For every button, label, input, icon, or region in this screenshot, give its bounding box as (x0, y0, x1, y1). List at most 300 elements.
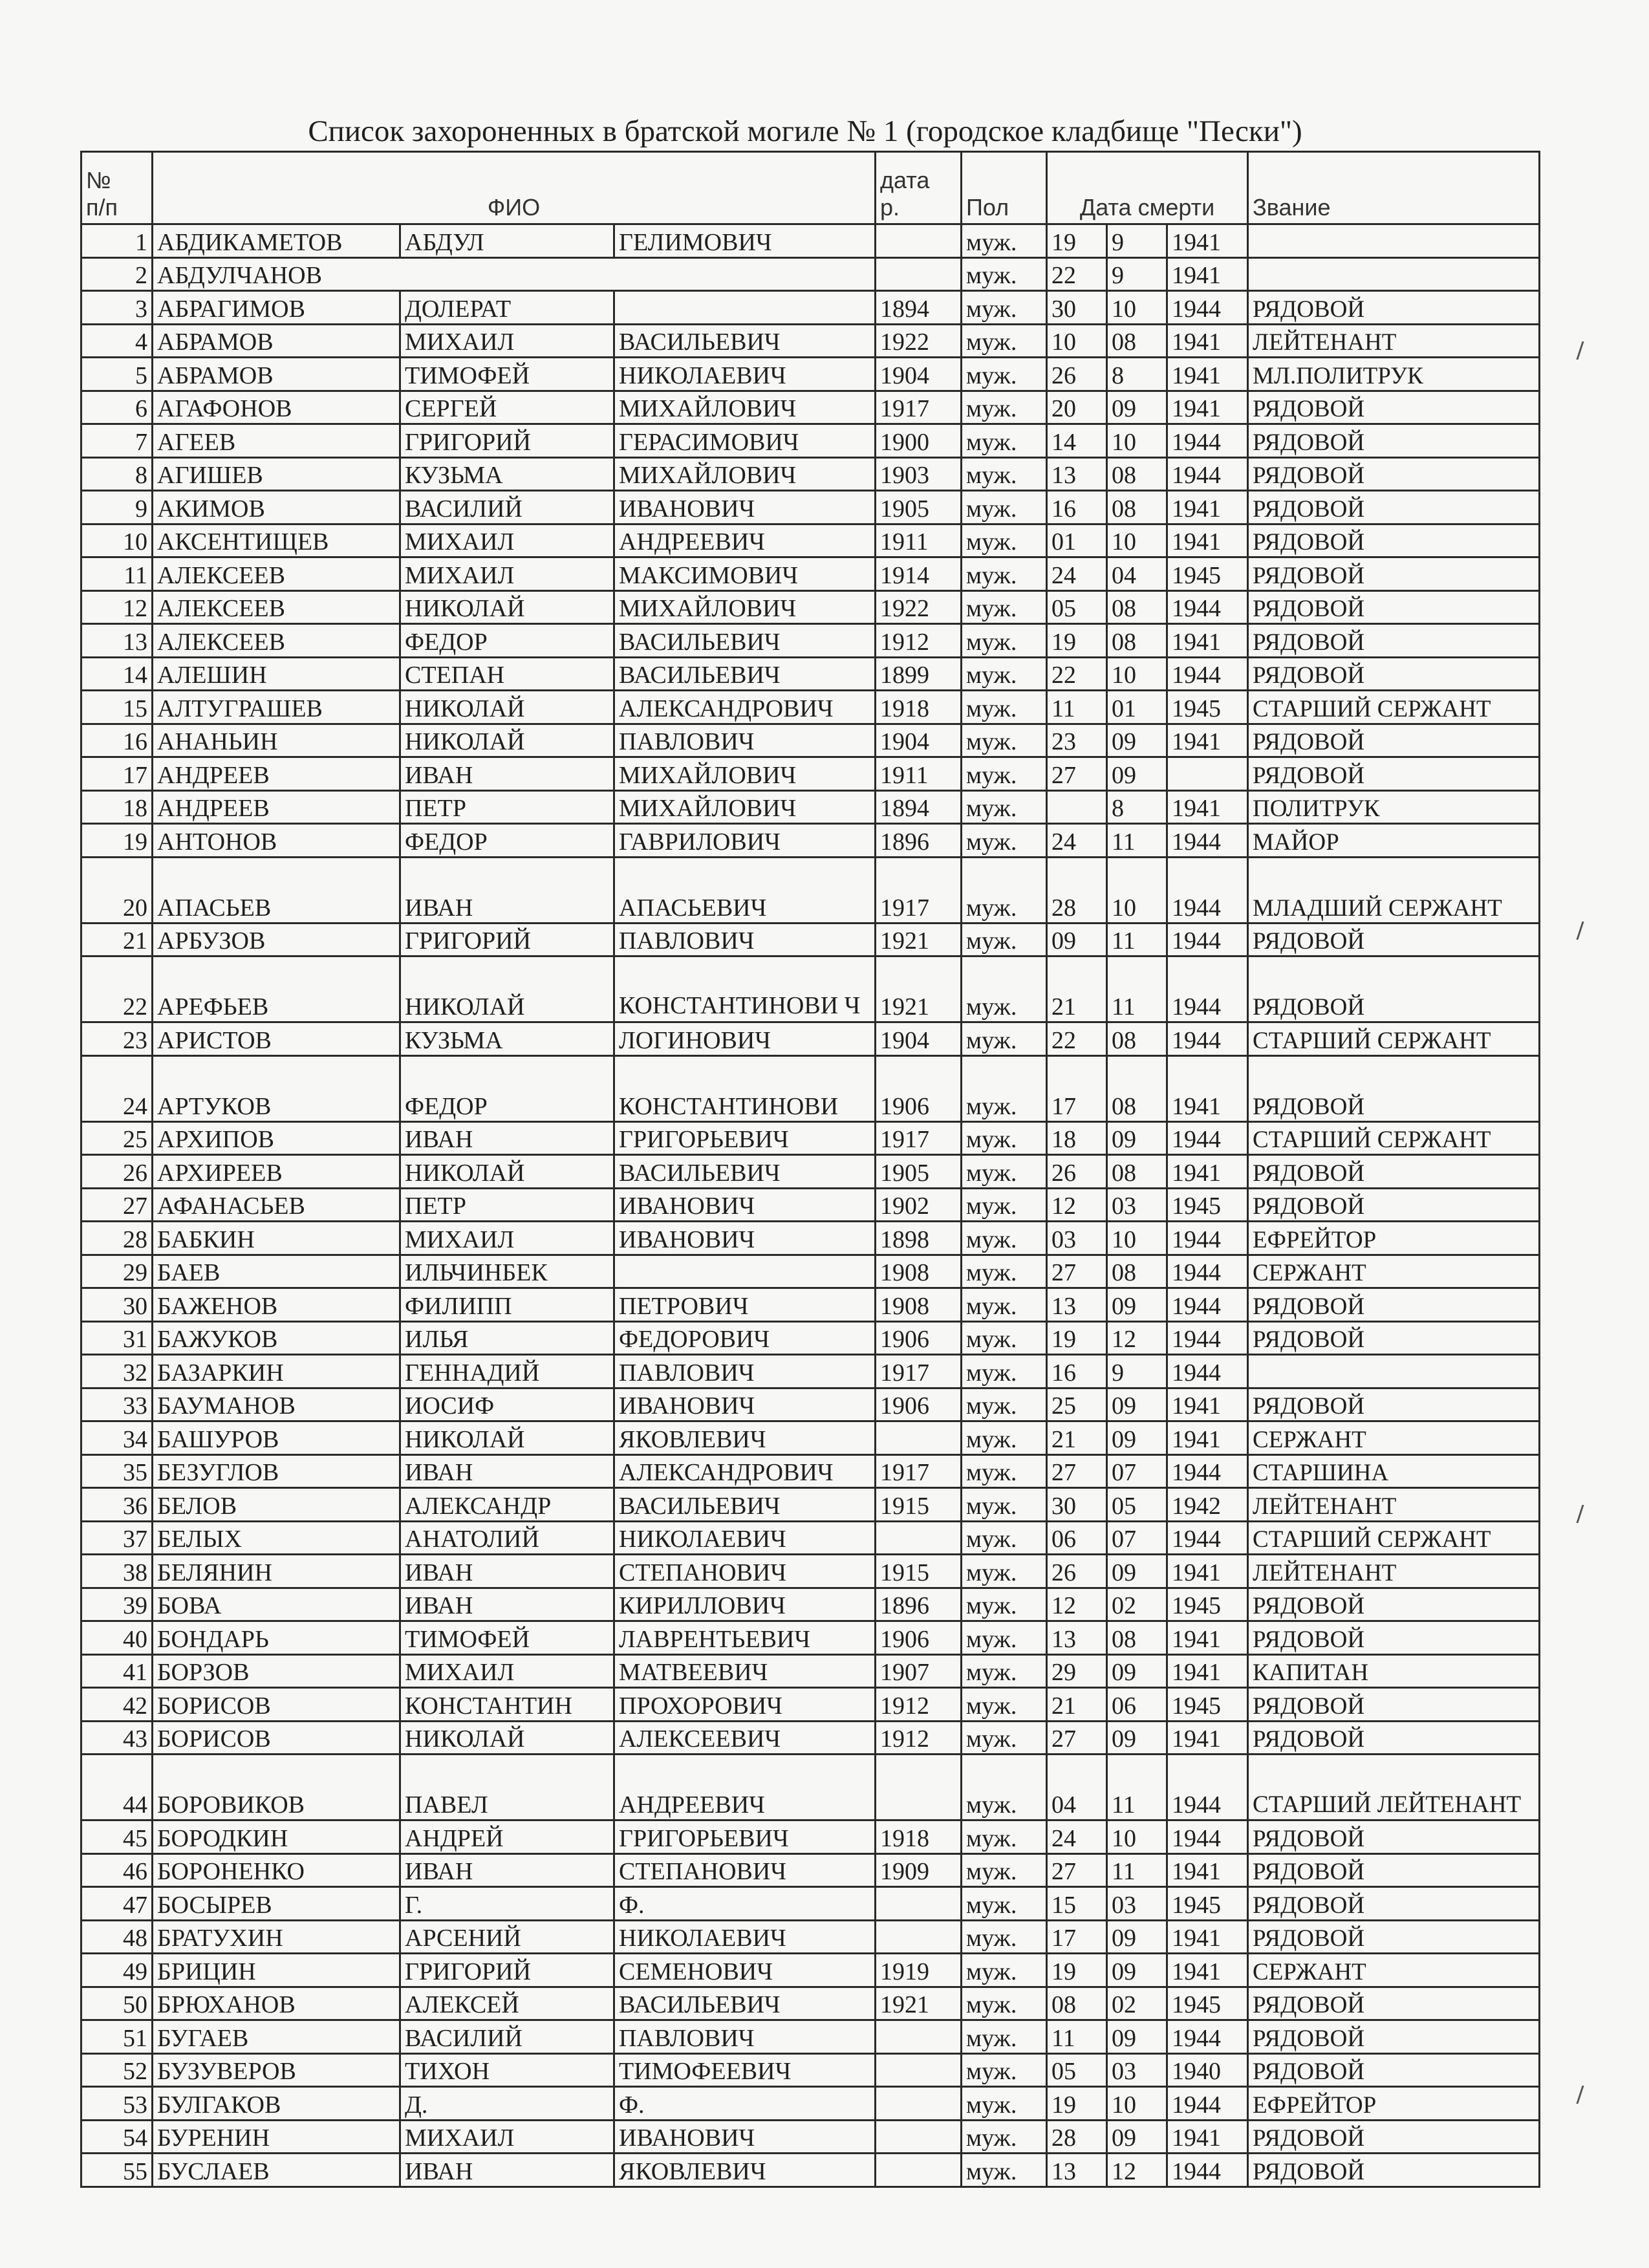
cell-sex: муж. (962, 857, 1047, 923)
cell-birth-year: 1921 (876, 956, 962, 1022)
cell-death-month: 9 (1107, 257, 1167, 291)
cell-first-name: СТЕПАН (400, 657, 614, 691)
cell-patronymic: ФЕДОРОВИЧ (614, 1321, 876, 1355)
cell-death-month: 01 (1107, 691, 1167, 724)
cell-number: 48 (81, 1920, 153, 1954)
cell-birth-year (876, 2020, 962, 2054)
cell-death-month: 09 (1107, 1920, 1167, 1954)
cell-surname: БРИЦИН (153, 1954, 400, 1987)
cell-death-day: 19 (1047, 624, 1107, 658)
table-row (81, 291, 1540, 325)
cell-death-year: 1945 (1167, 1188, 1248, 1222)
cell-death-year: 1945 (1167, 1688, 1248, 1722)
cell-death-month: 09 (1107, 1421, 1167, 1455)
table-body (81, 224, 1540, 2187)
cell-surname: БОРИСОВ (153, 1721, 400, 1755)
cell-death-day: 27 (1047, 1255, 1107, 1288)
cell-death-year: 1941 (1167, 1721, 1248, 1755)
cell-death-month: 09 (1107, 757, 1167, 791)
cell-death-day: 22 (1047, 257, 1107, 291)
cell-death-day: 19 (1047, 224, 1107, 258)
cell-death-month: 06 (1107, 1688, 1167, 1722)
cell-death-month: 09 (1107, 1654, 1167, 1688)
cell-patronymic: ВАСИЛЬЕВИЧ (614, 1987, 876, 2020)
table-row (81, 624, 1540, 658)
cell-death-day: 16 (1047, 1355, 1107, 1388)
cell-death-day: 10 (1047, 324, 1107, 358)
cell-patronymic: ТИМОФЕЕВИЧ (614, 2053, 876, 2087)
cell-death-day: 06 (1047, 1521, 1107, 1555)
cell-surname: АГАФОНОВ (153, 391, 400, 424)
cell-death-day: 19 (1047, 2087, 1107, 2121)
cell-death-month: 09 (1107, 1388, 1167, 1421)
cell-birth-year: 1896 (876, 1588, 962, 1621)
cell-patronymic: НИКОЛАЕВИЧ (614, 1920, 876, 1954)
table-row (81, 2087, 1540, 2121)
cell-patronymic: АЛЕКСАНДРОВИЧ (614, 1454, 876, 1488)
cell-first-name: ФИЛИПП (400, 1288, 614, 1322)
cell-death-day: 22 (1047, 1022, 1107, 1056)
cell-number: 6 (81, 391, 153, 424)
cell-surname: БАБКИН (153, 1222, 400, 1255)
cell-surname: БАЕВ (153, 1255, 400, 1288)
table-row (81, 324, 1540, 358)
cell-death-year: 1941 (1167, 324, 1248, 358)
cell-death-day: 27 (1047, 1454, 1107, 1488)
cell-rank: РЯДОВОЙ (1248, 590, 1540, 624)
cell-birth-year: 1908 (876, 1288, 962, 1322)
cell-rank: СТАРШИЙ СЕРЖАНТ (1248, 1022, 1540, 1056)
cell-first-name: МИХАИЛ (400, 1654, 614, 1688)
table-row (81, 824, 1540, 858)
cell-patronymic: ИВАНОВИЧ (614, 1388, 876, 1421)
cell-birth-year: 1915 (876, 1555, 962, 1588)
cell-surname: БАЖУКОВ (153, 1321, 400, 1355)
cell-birth-year: 1919 (876, 1954, 962, 1987)
table-row (81, 657, 1540, 691)
cell-rank: РЯДОВОЙ (1248, 524, 1540, 557)
table-row (81, 724, 1540, 757)
table-row (81, 391, 1540, 424)
cell-death-month: 8 (1107, 790, 1167, 824)
cell-death-year: 1944 (1167, 291, 1248, 325)
cell-birth-year: 1909 (876, 1853, 962, 1887)
cell-surname: АЛЕКСЕЕВ (153, 624, 400, 658)
table-row (81, 557, 1540, 591)
cell-patronymic (614, 1255, 876, 1288)
cell-death-day: 25 (1047, 1388, 1107, 1421)
cell-death-year: 1945 (1167, 1588, 1248, 1621)
cell-patronymic: ВАСИЛЬЕВИЧ (614, 657, 876, 691)
cell-first-name: ИВАН (400, 1555, 614, 1588)
cell-sex: муж. (962, 1355, 1047, 1388)
cell-first-name: ИВАН (400, 2154, 614, 2187)
cell-surname: БАУМАНОВ (153, 1388, 400, 1421)
cell-death-month: 10 (1107, 524, 1167, 557)
cell-first-name: ГРИГОРИЙ (400, 923, 614, 956)
cell-rank: РЯДОВОЙ (1248, 1055, 1540, 1121)
cell-sex: муж. (962, 624, 1047, 658)
cell-birth-year: 1922 (876, 590, 962, 624)
cell-first-name: ИВАН (400, 857, 614, 923)
cell-death-year: 1941 (1167, 1388, 1248, 1421)
cell-death-day: 22 (1047, 657, 1107, 691)
cell-first-name: ФЕДОР (400, 1055, 614, 1121)
cell-first-name: МИХАИЛ (400, 524, 614, 557)
cell-surname: АЛТУГРАШЕВ (153, 691, 400, 724)
table-row (81, 1055, 1540, 1121)
cell-death-day: 13 (1047, 1288, 1107, 1322)
cell-death-day: 12 (1047, 1188, 1107, 1222)
cell-first-name: АЛЕКСАНДР (400, 1488, 614, 1522)
cell-rank: РЯДОВОЙ (1248, 1721, 1540, 1755)
cell-death-month: 08 (1107, 1055, 1167, 1121)
cell-death-year: 1944 (1167, 2087, 1248, 2121)
cell-patronymic: ВАСИЛЬЕВИЧ (614, 1488, 876, 1522)
cell-rank: ЛЕЙТЕНАНТ (1248, 1555, 1540, 1588)
cell-death-day: 05 (1047, 590, 1107, 624)
cell-surname: АРИСТОВ (153, 1022, 400, 1056)
cell-death-year: 1941 (1167, 2120, 1248, 2154)
cell-birth-year: 1911 (876, 524, 962, 557)
cell-birth-year: 1894 (876, 291, 962, 325)
cell-death-year: 1944 (1167, 457, 1248, 491)
cell-rank: РЯДОВОЙ (1248, 557, 1540, 591)
cell-sex: муж. (962, 2120, 1047, 2154)
table-row (81, 1755, 1540, 1820)
cell-number: 33 (81, 1388, 153, 1421)
cell-first-name: ТИМОФЕЙ (400, 1621, 614, 1655)
cell-death-day: 04 (1047, 1755, 1107, 1820)
cell-death-year: 1944 (1167, 956, 1248, 1022)
cell-rank: СТАРШИЙ ЛЕЙТЕНАНТ (1248, 1755, 1540, 1820)
cell-death-day: 17 (1047, 1055, 1107, 1121)
table-row (81, 1022, 1540, 1056)
cell-number: 14 (81, 657, 153, 691)
cell-death-day: 08 (1047, 1987, 1107, 2020)
cell-first-name: МИХАИЛ (400, 557, 614, 591)
cell-first-name: ТИМОФЕЙ (400, 358, 614, 391)
header-rank: Звание (1248, 152, 1540, 224)
cell-death-day: 21 (1047, 1421, 1107, 1455)
cell-birth-year: 1912 (876, 1688, 962, 1722)
cell-first-name: ГРИГОРИЙ (400, 1954, 614, 1987)
cell-rank: МЛ.ПОЛИТРУК (1248, 358, 1540, 391)
cell-number: 21 (81, 923, 153, 956)
cell-death-day: 05 (1047, 2053, 1107, 2087)
cell-first-name: АРСЕНИЙ (400, 1920, 614, 1954)
cell-birth-year: 1905 (876, 491, 962, 524)
cell-surname: БОРОВИКОВ (153, 1755, 400, 1820)
cell-rank: СЕРЖАНТ (1248, 1954, 1540, 1987)
cell-rank: СТАРШИЙ СЕРЖАНТ (1248, 691, 1540, 724)
cell-sex: муж. (962, 424, 1047, 458)
cell-birth-year: 1917 (876, 857, 962, 923)
cell-death-day: 19 (1047, 1954, 1107, 1987)
cell-patronymic: ИВАНОВИЧ (614, 1222, 876, 1255)
cell-sex: муж. (962, 1521, 1047, 1555)
cell-sex: муж. (962, 1755, 1047, 1820)
cell-patronymic: ЯКОВЛЕВИЧ (614, 2154, 876, 2187)
cell-death-month: 08 (1107, 1255, 1167, 1288)
cell-death-month: 09 (1107, 1121, 1167, 1155)
cell-surname: АЛЕШИН (153, 657, 400, 691)
cell-birth-year: 1898 (876, 1222, 962, 1255)
cell-sex: муж. (962, 1155, 1047, 1189)
cell-birth-year: 1911 (876, 757, 962, 791)
cell-first-name: АНАТОЛИЙ (400, 1521, 614, 1555)
header-birth-top: дата (880, 167, 930, 194)
cell-number: 36 (81, 1488, 153, 1522)
table-row (81, 491, 1540, 524)
cell-patronymic: ГЕЛИМОВИЧ (614, 224, 876, 258)
cell-surname: БУГАЕВ (153, 2020, 400, 2054)
table-row (81, 224, 1540, 258)
table-row (81, 1255, 1540, 1288)
cell-number: 46 (81, 1853, 153, 1887)
cell-first-name: Г. (400, 1887, 614, 1921)
cell-death-day: 11 (1047, 691, 1107, 724)
cell-number: 42 (81, 1688, 153, 1722)
cell-patronymic: АПАСЬЕВИЧ (614, 857, 876, 923)
cell-rank: СТАРШИЙ СЕРЖАНТ (1248, 1521, 1540, 1555)
cell-rank: СЕРЖАНТ (1248, 1255, 1540, 1288)
cell-rank: РЯДОВОЙ (1248, 1987, 1540, 2020)
cell-sex: муж. (962, 1853, 1047, 1887)
table-row (81, 1188, 1540, 1222)
cell-surname: АРХИПОВ (153, 1121, 400, 1155)
cell-birth-year: 1912 (876, 624, 962, 658)
cell-death-day: 27 (1047, 1721, 1107, 1755)
cell-death-year: 1941 (1167, 1421, 1248, 1455)
cell-surname: АГЕЕВ (153, 424, 400, 458)
cell-first-name: КУЗЬМА (400, 1022, 614, 1056)
cell-death-month: 10 (1107, 857, 1167, 923)
cell-death-year: 1941 (1167, 1155, 1248, 1189)
cell-death-year: 1941 (1167, 257, 1248, 291)
cell-rank: РЯДОВОЙ (1248, 1920, 1540, 1954)
cell-patronymic: МИХАЙЛОВИЧ (614, 391, 876, 424)
cell-sex: муж. (962, 257, 1047, 291)
cell-sex: муж. (962, 790, 1047, 824)
cell-death-month: 07 (1107, 1454, 1167, 1488)
cell-birth-year: 1906 (876, 1388, 962, 1421)
table-row (81, 857, 1540, 923)
cell-patronymic: Ф. (614, 1887, 876, 1921)
cell-first-name: Д. (400, 2087, 614, 2121)
table-row (81, 790, 1540, 824)
cell-number: 55 (81, 2154, 153, 2187)
cell-death-month: 08 (1107, 590, 1167, 624)
cell-death-year: 1941 (1167, 1555, 1248, 1588)
cell-patronymic: КОНСТАНТИНОВИ Ч (614, 956, 876, 1022)
cell-surname: АЛЕКСЕЕВ (153, 557, 400, 591)
cell-surname: БОРИСОВ (153, 1688, 400, 1722)
cell-patronymic: НИКОЛАЕВИЧ (614, 358, 876, 391)
cell-number: 20 (81, 857, 153, 923)
cell-death-year: 1944 (1167, 657, 1248, 691)
table-row (81, 1688, 1540, 1722)
cell-patronymic: ЯКОВЛЕВИЧ (614, 1421, 876, 1455)
cell-sex: муж. (962, 1421, 1047, 1455)
cell-birth-year: 1922 (876, 324, 962, 358)
cell-surname: БЕЛЫХ (153, 1521, 400, 1555)
cell-number: 44 (81, 1755, 153, 1820)
cell-first-name: СЕРГЕЙ (400, 391, 614, 424)
table-row (81, 1355, 1540, 1388)
cell-birth-year: 1904 (876, 1022, 962, 1056)
cell-death-day: 15 (1047, 1887, 1107, 1921)
cell-patronymic: НИКОЛАЕВИЧ (614, 1521, 876, 1555)
header-row (81, 152, 1540, 224)
cell-surname: БОРОДКИН (153, 1820, 400, 1854)
cell-death-day: 24 (1047, 557, 1107, 591)
cell-surname: АБРАМОВ (153, 324, 400, 358)
cell-death-day: 12 (1047, 1588, 1107, 1621)
cell-death-year: 1941 (1167, 624, 1248, 658)
cell-surname: БУЛГАКОВ (153, 2087, 400, 2121)
cell-patronymic: ГЕРАСИМОВИЧ (614, 424, 876, 458)
cell-death-month: 11 (1107, 824, 1167, 858)
cell-death-day: 27 (1047, 1853, 1107, 1887)
cell-death-month: 08 (1107, 1155, 1167, 1189)
cell-sex: муж. (962, 524, 1047, 557)
cell-first-name: ПЕТР (400, 1188, 614, 1222)
cell-number: 47 (81, 1887, 153, 1921)
cell-death-year: 1940 (1167, 2053, 1248, 2087)
cell-surname: АКСЕНТИЩЕВ (153, 524, 400, 557)
cell-death-month: 8 (1107, 358, 1167, 391)
cell-number: 9 (81, 491, 153, 524)
cell-birth-year: 1899 (876, 657, 962, 691)
cell-sex: муж. (962, 1321, 1047, 1355)
cell-death-day: 16 (1047, 491, 1107, 524)
cell-death-month: 9 (1107, 224, 1167, 258)
cell-birth-year: 1917 (876, 391, 962, 424)
cell-surname: БУСЛАЕВ (153, 2154, 400, 2187)
cell-death-month: 08 (1107, 1621, 1167, 1655)
table-row (81, 1121, 1540, 1155)
cell-number: 10 (81, 524, 153, 557)
cell-birth-year: 1917 (876, 1454, 962, 1488)
cell-sex: муж. (962, 1954, 1047, 1987)
cell-surname: АНАНЬИН (153, 724, 400, 757)
cell-number: 31 (81, 1321, 153, 1355)
cell-patronymic: ИВАНОВИЧ (614, 1188, 876, 1222)
cell-sex: муж. (962, 1454, 1047, 1488)
cell-death-day: 14 (1047, 424, 1107, 458)
cell-surname: АРХИРЕЕВ (153, 1155, 400, 1189)
cell-rank: РЯДОВОЙ (1248, 2053, 1540, 2087)
cell-death-month: 10 (1107, 291, 1167, 325)
cell-rank: КАПИТАН (1248, 1654, 1540, 1688)
cell-death-month: 09 (1107, 1954, 1167, 1987)
cell-number: 17 (81, 757, 153, 791)
cell-birth-year (876, 1521, 962, 1555)
table-row (81, 424, 1540, 458)
cell-death-day: 18 (1047, 1121, 1107, 1155)
header-number-top: № (86, 167, 111, 194)
cell-first-name: ИВАН (400, 1121, 614, 1155)
cell-number: 4 (81, 324, 153, 358)
table-row (81, 691, 1540, 724)
cell-surname: БОРЗОВ (153, 1654, 400, 1688)
cell-patronymic: МИХАЙЛОВИЧ (614, 790, 876, 824)
cell-sex: муж. (962, 1987, 1047, 2020)
cell-sex: муж. (962, 2087, 1047, 2121)
cell-surname: АКИМОВ (153, 491, 400, 524)
cell-number: 8 (81, 457, 153, 491)
cell-patronymic (614, 291, 876, 325)
cell-sex: муж. (962, 1121, 1047, 1155)
table-row (81, 956, 1540, 1022)
cell-number: 29 (81, 1255, 153, 1288)
cell-patronymic: ВАСИЛЬЕВИЧ (614, 624, 876, 658)
cell-number: 12 (81, 590, 153, 624)
cell-rank: РЯДОВОЙ (1248, 457, 1540, 491)
cell-birth-year: 1903 (876, 457, 962, 491)
header-number (81, 152, 153, 224)
cell-death-year: 1944 (1167, 1255, 1248, 1288)
document-title: Список захороненных в братской могиле № 1 (городское кладбище "Пески") (308, 114, 1302, 148)
cell-patronymic: МИХАЙЛОВИЧ (614, 457, 876, 491)
cell-sex: муж. (962, 1022, 1047, 1056)
cell-number: 35 (81, 1454, 153, 1488)
cell-number: 39 (81, 1588, 153, 1621)
cell-death-day: 21 (1047, 1688, 1107, 1722)
cell-death-month: 11 (1107, 1853, 1167, 1887)
cell-surname: БЕЛЯНИН (153, 1555, 400, 1588)
cell-rank: РЯДОВОЙ (1248, 1288, 1540, 1322)
cell-birth-year: 1908 (876, 1255, 962, 1288)
cell-first-name: ГРИГОРИЙ (400, 424, 614, 458)
cell-birth-year: 1921 (876, 923, 962, 956)
header-number-bottom: п/п (86, 193, 118, 221)
cell-death-month: 09 (1107, 2120, 1167, 2154)
cell-sex: муж. (962, 1388, 1047, 1421)
table-row (81, 257, 1540, 291)
cell-birth-year: 1912 (876, 1721, 962, 1755)
cell-birth-year: 1904 (876, 358, 962, 391)
cell-sex: муж. (962, 1488, 1047, 1522)
cell-death-day: 13 (1047, 2154, 1107, 2187)
cell-birth-year: 1900 (876, 424, 962, 458)
cell-surname: БАЗАРКИН (153, 1355, 400, 1388)
cell-death-month: 10 (1107, 657, 1167, 691)
table-row (81, 2120, 1540, 2154)
cell-surname: БОНДАРЬ (153, 1621, 400, 1655)
cell-number: 22 (81, 956, 153, 1022)
cell-first-name: ТИХОН (400, 2053, 614, 2087)
cell-death-month: 09 (1107, 1555, 1167, 1588)
header-sex: Пол (962, 152, 1047, 224)
cell-sex: муж. (962, 1255, 1047, 1288)
cell-death-day: 24 (1047, 824, 1107, 858)
table-row (81, 1721, 1540, 1755)
cell-surname: АРТУКОВ (153, 1055, 400, 1121)
cell-patronymic: ПРОХОРОВИЧ (614, 1688, 876, 1722)
cell-death-day: 28 (1047, 2120, 1107, 2154)
cell-death-month: 09 (1107, 1721, 1167, 1755)
cell-surname: БОРОНЕНКО (153, 1853, 400, 1887)
margin-mark (1576, 2086, 1590, 2104)
cell-death-year: 1944 (1167, 1454, 1248, 1488)
cell-surname: АНДРЕЕВ (153, 790, 400, 824)
cell-rank: РЯДОВОЙ (1248, 923, 1540, 956)
cell-sex: муж. (962, 1688, 1047, 1722)
cell-rank: ЛЕЙТЕНАНТ (1248, 324, 1540, 358)
cell-death-month: 08 (1107, 491, 1167, 524)
